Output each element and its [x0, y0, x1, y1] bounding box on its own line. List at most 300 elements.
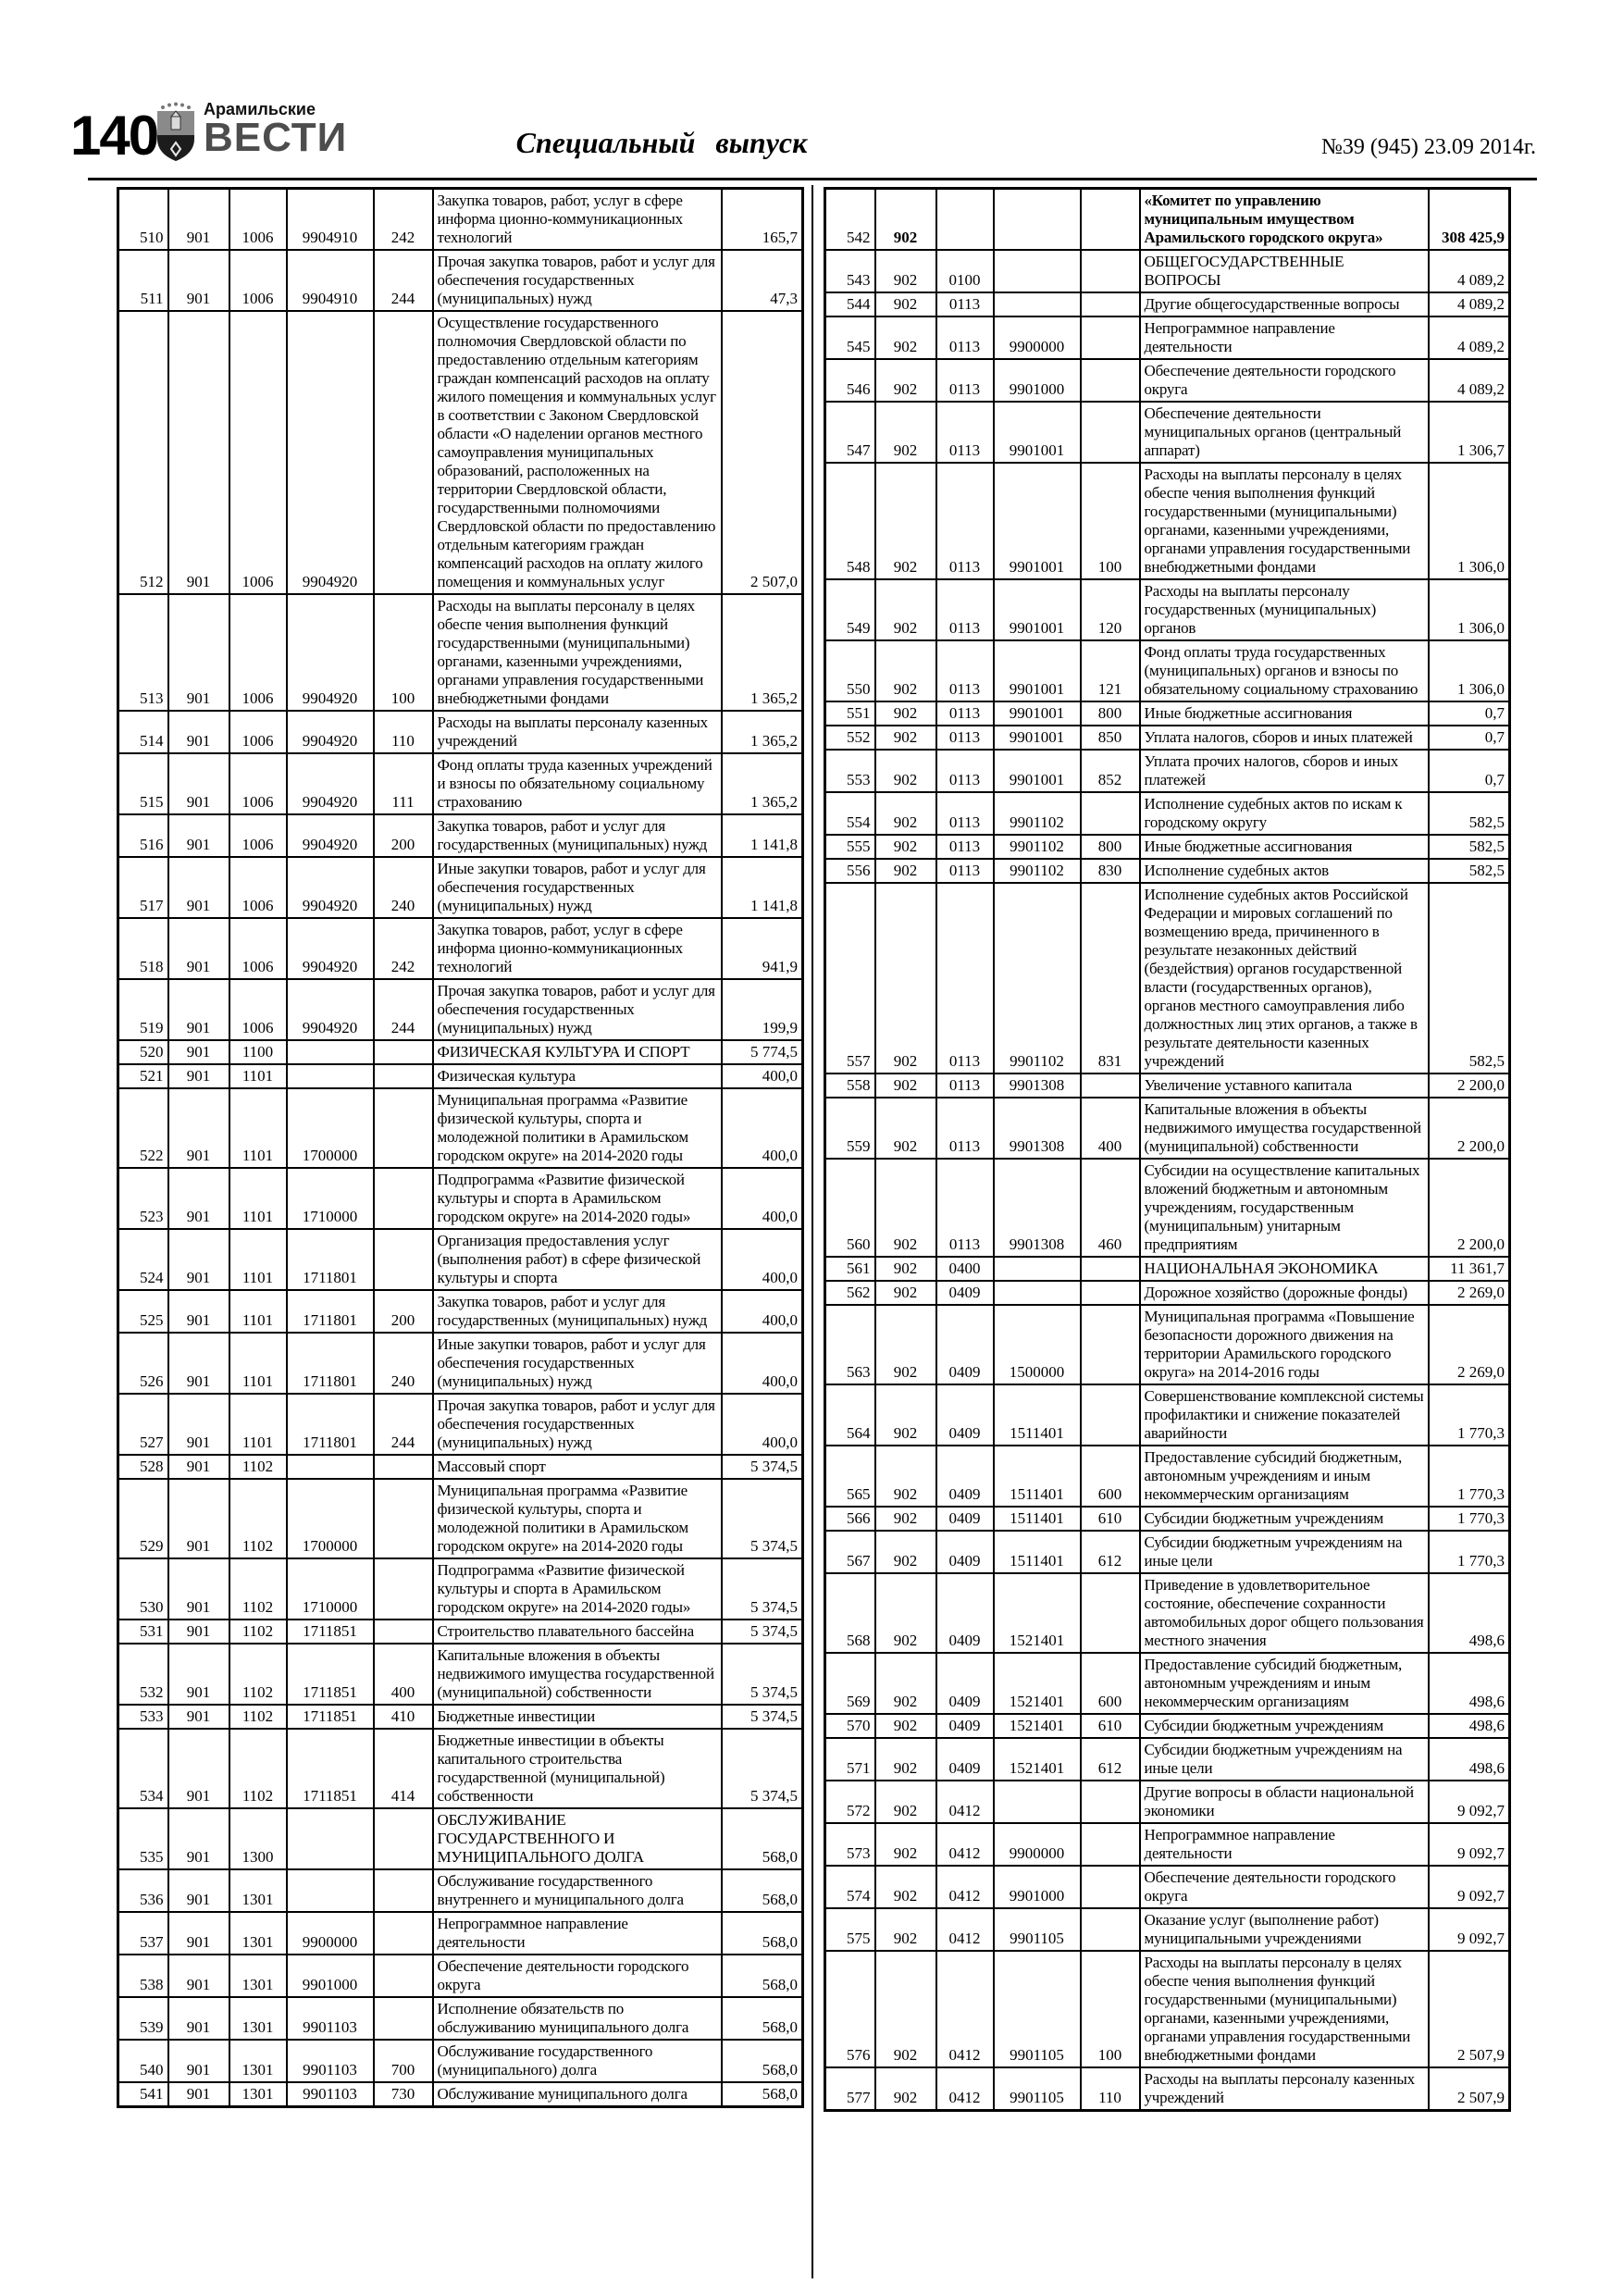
- table-row: [825, 1446, 1510, 1507]
- section-code-cell: 1301: [229, 1869, 287, 1912]
- target-article-cell: 9904920: [287, 753, 374, 814]
- row-number-cell: 511: [118, 250, 168, 311]
- target-article-cell: 9901103: [287, 2040, 374, 2082]
- description-cell: ФИЗИЧЕСКАЯ КУЛЬТУРА И СПОРТ: [433, 1040, 722, 1064]
- row-number-cell: 531: [118, 1620, 168, 1644]
- section-code-cell: 1300: [229, 1808, 287, 1869]
- issue-number-date: №39 (945) 23.09 2014г.: [1320, 135, 1536, 159]
- section-code-cell: 0412: [936, 1823, 994, 1866]
- target-article-cell: [287, 1040, 374, 1064]
- description-cell: Исполнение обязательств по обслуживанию муниципального долга: [433, 1997, 722, 2040]
- amount-cell: 0,7: [1429, 701, 1510, 726]
- column-divider: [812, 185, 813, 2278]
- amount-cell: 5 374,5: [722, 1558, 803, 1620]
- amount-cell: 568,0: [722, 2082, 803, 2107]
- description-cell: Подпрограмма «Развитие физической культуры и спорта в Арамильском городском округе» на 2014-2020 годы»: [433, 1558, 722, 1620]
- amount-cell: 582,5: [1429, 859, 1510, 883]
- grbs-code-cell: 901: [168, 1290, 229, 1333]
- description-cell: Капитальные вложения в объекты недвижимого имущества государственной (муниципальной) собственности: [1140, 1098, 1429, 1159]
- grbs-code-cell: 902: [875, 1866, 936, 1908]
- target-article-cell: 9904920: [287, 594, 374, 711]
- description-cell: Субсидии бюджетным учреждениям на иные цели: [1140, 1738, 1429, 1781]
- expense-type-cell: 111: [374, 753, 433, 814]
- target-article-cell: 9901000: [994, 1866, 1081, 1908]
- table-row: [118, 1229, 803, 1290]
- amount-cell: 4 089,2: [1429, 292, 1510, 316]
- table-row: [118, 1168, 803, 1229]
- description-cell: Бюджетные инвестиции: [433, 1705, 722, 1729]
- row-number-cell: 572: [825, 1781, 875, 1823]
- table-row: [825, 835, 1510, 859]
- grbs-code-cell: 902: [875, 1573, 936, 1653]
- description-cell: Оказание услуг (выполнение работ) муниципальными учреждениями: [1140, 1908, 1429, 1951]
- target-article-cell: 9901105: [994, 1908, 1081, 1951]
- description-cell: Организация предоставления услуг (выполнения работ) в сфере физической культуры и спорта: [433, 1229, 722, 1290]
- row-number-cell: 554: [825, 792, 875, 835]
- section-code-cell: 0409: [936, 1384, 994, 1446]
- row-number-cell: 514: [118, 711, 168, 753]
- target-article-cell: 9900000: [994, 1823, 1081, 1866]
- description-cell: Предоставление субсидий бюджетным, автономным учреждениям и иным некоммерческим организациям: [1140, 1446, 1429, 1507]
- table-row: [118, 1705, 803, 1729]
- expense-type-cell: [1081, 292, 1140, 316]
- target-article-cell: 9904920: [287, 311, 374, 594]
- section-code-cell: 0113: [936, 640, 994, 701]
- target-article-cell: 1500000: [994, 1305, 1081, 1384]
- amount-cell: 199,9: [722, 979, 803, 1040]
- target-article-cell: 1711851: [287, 1644, 374, 1705]
- target-article-cell: 9904920: [287, 979, 374, 1040]
- target-article-cell: 9901001: [994, 640, 1081, 701]
- amount-cell: 2 507,9: [1429, 1951, 1510, 2067]
- grbs-code-cell: 901: [168, 2040, 229, 2082]
- grbs-code-cell: 902: [875, 359, 936, 402]
- row-number-cell: 576: [825, 1951, 875, 2067]
- section-code-cell: 0113: [936, 859, 994, 883]
- grbs-code-cell: 901: [168, 1333, 229, 1394]
- row-number-cell: 513: [118, 594, 168, 711]
- table-row: [825, 1738, 1510, 1781]
- description-cell: Исполнение судебных актов: [1140, 859, 1429, 883]
- target-article-cell: 1710000: [287, 1558, 374, 1620]
- coat-of-arms-icon: [155, 102, 196, 168]
- target-article-cell: 9900000: [994, 316, 1081, 359]
- amount-cell: 400,0: [722, 1229, 803, 1290]
- expense-type-cell: [374, 1229, 433, 1290]
- description-cell: Непрограммное направление деятельности: [1140, 1823, 1429, 1866]
- amount-cell: 2 200,0: [1429, 1074, 1510, 1098]
- row-number-cell: 563: [825, 1305, 875, 1384]
- grbs-code-cell: 901: [168, 1479, 229, 1558]
- table-row: [825, 1714, 1510, 1738]
- section-code-cell: 0113: [936, 463, 994, 579]
- grbs-code-cell: 902: [875, 701, 936, 726]
- expense-type-cell: 612: [1081, 1738, 1140, 1781]
- target-article-cell: 9901001: [994, 579, 1081, 640]
- expense-type-cell: 600: [1081, 1653, 1140, 1714]
- target-article-cell: 1700000: [287, 1088, 374, 1168]
- expense-type-cell: [374, 1455, 433, 1479]
- table-row: [825, 1653, 1510, 1714]
- grbs-code-cell: 902: [875, 1446, 936, 1507]
- description-cell: Строительство плавательного бассейна: [433, 1620, 722, 1644]
- grbs-code-cell: 902: [875, 792, 936, 835]
- description-cell: Иные бюджетные ассигнования: [1140, 701, 1429, 726]
- expense-type-cell: 121: [1081, 640, 1140, 701]
- expense-type-cell: 400: [374, 1644, 433, 1705]
- table-row: [118, 711, 803, 753]
- expense-type-cell: 730: [374, 2082, 433, 2107]
- target-article-cell: [994, 189, 1081, 251]
- target-article-cell: 9900000: [287, 1912, 374, 1955]
- table-row: [825, 792, 1510, 835]
- amount-cell: 5 374,5: [722, 1620, 803, 1644]
- section-code-cell: 1006: [229, 979, 287, 1040]
- section-code-cell: 1006: [229, 918, 287, 979]
- grbs-code-cell: 901: [168, 1997, 229, 2040]
- table-row: [118, 1290, 803, 1333]
- description-cell: Прочая закупка товаров, работ и услуг для обеспечения государственных (муниципальных) нужд: [433, 250, 722, 311]
- amount-cell: 0,7: [1429, 726, 1510, 750]
- description-cell: Обеспечение деятельности городского округа: [433, 1955, 722, 1997]
- section-code-cell: 1301: [229, 2040, 287, 2082]
- logo-city-name: Арамильские: [204, 100, 316, 118]
- section-code-cell: 0409: [936, 1305, 994, 1384]
- expense-type-cell: [1081, 792, 1140, 835]
- table-row: [825, 859, 1510, 883]
- target-article-cell: 1511401: [994, 1507, 1081, 1531]
- target-article-cell: 9901308: [994, 1098, 1081, 1159]
- grbs-code-cell: 901: [168, 918, 229, 979]
- row-number-cell: 532: [118, 1644, 168, 1705]
- row-number-cell: 547: [825, 402, 875, 463]
- description-cell: Расходы на выплаты персоналу государственных (муниципальных) органов: [1140, 579, 1429, 640]
- row-number-cell: 557: [825, 883, 875, 1074]
- expense-type-cell: [1081, 402, 1140, 463]
- expense-type-cell: 700: [374, 2040, 433, 2082]
- target-article-cell: 1521401: [994, 1714, 1081, 1738]
- table-row: [118, 1333, 803, 1394]
- table-row: [825, 359, 1510, 402]
- description-cell: Предоставление субсидий бюджетным, автономным учреждениям и иным некоммерческим организациям: [1140, 1653, 1429, 1714]
- amount-cell: 582,5: [1429, 835, 1510, 859]
- expense-type-cell: [374, 1869, 433, 1912]
- description-cell: Прочая закупка товаров, работ и услуг для обеспечения государственных (муниципальных) нужд: [433, 1394, 722, 1455]
- description-cell: Иные бюджетные ассигнования: [1140, 835, 1429, 859]
- target-article-cell: 9901001: [994, 726, 1081, 750]
- description-cell: Дорожное хозяйство (дорожные фонды): [1140, 1281, 1429, 1305]
- section-code-cell: 0412: [936, 1951, 994, 2067]
- expense-type-cell: 110: [1081, 2067, 1140, 2111]
- target-article-cell: [994, 250, 1081, 292]
- description-cell: Фонд оплаты труда государственных (муниципальных) органов и взносы по обязательному социальному страхованию: [1140, 640, 1429, 701]
- expense-type-cell: 400: [1081, 1098, 1140, 1159]
- table-row: [825, 726, 1510, 750]
- row-number-cell: 562: [825, 1281, 875, 1305]
- amount-cell: 2 200,0: [1429, 1098, 1510, 1159]
- section-code-cell: 1006: [229, 594, 287, 711]
- table-row: [118, 594, 803, 711]
- section-code-cell: 1102: [229, 1455, 287, 1479]
- target-article-cell: 9904920: [287, 918, 374, 979]
- amount-cell: 1 365,2: [722, 711, 803, 753]
- amount-cell: 1 141,8: [722, 857, 803, 918]
- table-row: [118, 2082, 803, 2107]
- grbs-code-cell: 902: [875, 2067, 936, 2111]
- amount-cell: 9 092,7: [1429, 1823, 1510, 1866]
- table-row: [118, 753, 803, 814]
- table-row: [825, 883, 1510, 1074]
- amount-cell: 498,6: [1429, 1738, 1510, 1781]
- grbs-code-cell: 901: [168, 814, 229, 857]
- grbs-code-cell: 901: [168, 2082, 229, 2107]
- logo-text: [204, 100, 348, 160]
- grbs-code-cell: 902: [875, 726, 936, 750]
- row-number-cell: 574: [825, 1866, 875, 1908]
- amount-cell: 568,0: [722, 1912, 803, 1955]
- grbs-code-cell: 902: [875, 1305, 936, 1384]
- table-row: [118, 1088, 803, 1168]
- amount-cell: 568,0: [722, 2040, 803, 2082]
- expense-type-cell: 850: [1081, 726, 1140, 750]
- expense-type-cell: [1081, 1573, 1140, 1653]
- description-cell: Муниципальная программа «Развитие физической культуры, спорта и молодежной политики в Арамильском городском округе» на 2014-2020 годы: [433, 1479, 722, 1558]
- grbs-code-cell: 901: [168, 1040, 229, 1064]
- grbs-code-cell: 902: [875, 883, 936, 1074]
- amount-cell: 568,0: [722, 1955, 803, 1997]
- expense-type-cell: 244: [374, 250, 433, 311]
- row-number-cell: 539: [118, 1997, 168, 2040]
- expense-type-cell: [374, 1040, 433, 1064]
- row-number-cell: 526: [118, 1333, 168, 1394]
- target-article-cell: 9901105: [994, 1951, 1081, 2067]
- expense-type-cell: 852: [1081, 750, 1140, 792]
- amount-cell: 1 306,0: [1429, 463, 1510, 579]
- section-code-cell: 1102: [229, 1558, 287, 1620]
- grbs-code-cell: 902: [875, 1738, 936, 1781]
- description-cell: Непрограммное направление деятельности: [1140, 316, 1429, 359]
- expense-type-cell: [1081, 359, 1140, 402]
- section-code-cell: 1102: [229, 1705, 287, 1729]
- grbs-code-cell: 901: [168, 1729, 229, 1808]
- row-number-cell: 556: [825, 859, 875, 883]
- description-cell: Другие общегосударственные вопросы: [1140, 292, 1429, 316]
- table-row: [118, 1479, 803, 1558]
- grbs-code-cell: 901: [168, 1455, 229, 1479]
- section-code-cell: 0100: [936, 250, 994, 292]
- expense-type-cell: [1081, 250, 1140, 292]
- target-article-cell: 9901001: [994, 402, 1081, 463]
- expense-type-cell: [374, 1620, 433, 1644]
- description-cell: Массовый спорт: [433, 1455, 722, 1479]
- expense-type-cell: [1081, 1823, 1140, 1866]
- section-code-cell: 0113: [936, 883, 994, 1074]
- table-row: [118, 1644, 803, 1705]
- section-code-cell: 0113: [936, 359, 994, 402]
- budget-table-right: [824, 187, 1511, 2112]
- section-code-cell: 0113: [936, 1074, 994, 1098]
- table-row: [825, 1908, 1510, 1951]
- table-row: [825, 1305, 1510, 1384]
- target-article-cell: [994, 1281, 1081, 1305]
- table-row: [118, 311, 803, 594]
- target-article-cell: 1521401: [994, 1573, 1081, 1653]
- section-code-cell: 0409: [936, 1446, 994, 1507]
- description-cell: Бюджетные инвестиции в объекты капитального строительства государственной (муниципальной) собственности: [433, 1729, 722, 1808]
- table-row: [825, 1159, 1510, 1257]
- target-article-cell: 1511401: [994, 1531, 1081, 1573]
- row-number-cell: 573: [825, 1823, 875, 1866]
- expense-type-cell: [374, 1088, 433, 1168]
- target-article-cell: [994, 1781, 1081, 1823]
- amount-cell: 400,0: [722, 1088, 803, 1168]
- amount-cell: 5 374,5: [722, 1705, 803, 1729]
- grbs-code-cell: 902: [875, 750, 936, 792]
- row-number-cell: 561: [825, 1257, 875, 1281]
- section-code-cell: 1301: [229, 2082, 287, 2107]
- page-number: 140: [70, 105, 158, 167]
- grbs-code-cell: 901: [168, 857, 229, 918]
- expense-type-cell: 610: [1081, 1714, 1140, 1738]
- table-row: [118, 814, 803, 857]
- expense-type-cell: [1081, 1908, 1140, 1951]
- amount-cell: 308 425,9: [1429, 189, 1510, 251]
- amount-cell: 498,6: [1429, 1573, 1510, 1653]
- row-number-cell: 530: [118, 1558, 168, 1620]
- target-article-cell: [287, 1455, 374, 1479]
- amount-cell: 4 089,2: [1429, 316, 1510, 359]
- section-code-cell: 0412: [936, 1866, 994, 1908]
- description-cell: Закупка товаров, работ, услуг в сфере информа ционно-коммуникационных технологий: [433, 918, 722, 979]
- description-cell: ОБСЛУЖИВАНИЕ ГОСУДАРСТВЕННОГО И МУНИЦИПАЛЬНОГО ДОЛГА: [433, 1808, 722, 1869]
- grbs-code-cell: 902: [875, 640, 936, 701]
- table-row: [825, 1507, 1510, 1531]
- grbs-code-cell: 902: [875, 1257, 936, 1281]
- newspaper-logo: [155, 100, 359, 178]
- grbs-code-cell: 902: [875, 1384, 936, 1446]
- section-code-cell: 1101: [229, 1290, 287, 1333]
- target-article-cell: 9901102: [994, 859, 1081, 883]
- amount-cell: 582,5: [1429, 792, 1510, 835]
- target-article-cell: 9904910: [287, 189, 374, 251]
- grbs-code-cell: 902: [875, 189, 936, 251]
- section-code-cell: 0409: [936, 1531, 994, 1573]
- grbs-code-cell: 902: [875, 1159, 936, 1257]
- target-article-cell: 1711851: [287, 1729, 374, 1808]
- target-article-cell: 1711801: [287, 1290, 374, 1333]
- section-code-cell: 0409: [936, 1738, 994, 1781]
- row-number-cell: 522: [118, 1088, 168, 1168]
- amount-cell: 47,3: [722, 250, 803, 311]
- row-number-cell: 551: [825, 701, 875, 726]
- row-number-cell: 558: [825, 1074, 875, 1098]
- target-article-cell: [994, 1257, 1081, 1281]
- header-rule: [88, 178, 1537, 180]
- target-article-cell: 9904910: [287, 250, 374, 311]
- target-article-cell: 1711851: [287, 1705, 374, 1729]
- target-article-cell: 1511401: [994, 1384, 1081, 1446]
- table-row: [825, 1384, 1510, 1446]
- table-row: [825, 2067, 1510, 2111]
- description-cell: Субсидии бюджетным учреждениям на иные цели: [1140, 1531, 1429, 1573]
- amount-cell: 9 092,7: [1429, 1866, 1510, 1908]
- section-code-cell: 1101: [229, 1333, 287, 1394]
- amount-cell: 1 365,2: [722, 594, 803, 711]
- grbs-code-cell: 901: [168, 1394, 229, 1455]
- table-row: [118, 1620, 803, 1644]
- table-row: [825, 1951, 1510, 2067]
- grbs-code-cell: 901: [168, 1620, 229, 1644]
- description-cell: Иные закупки товаров, работ и услуг для обеспечения государственных (муниципальных) нужд: [433, 1333, 722, 1394]
- section-code-cell: 1006: [229, 711, 287, 753]
- description-cell: Физическая культура: [433, 1064, 722, 1088]
- grbs-code-cell: 902: [875, 1908, 936, 1951]
- amount-cell: 400,0: [722, 1394, 803, 1455]
- section-code-cell: 0113: [936, 792, 994, 835]
- section-code-cell: 1102: [229, 1620, 287, 1644]
- expense-type-cell: [1081, 1074, 1140, 1098]
- row-number-cell: 515: [118, 753, 168, 814]
- grbs-code-cell: 902: [875, 1507, 936, 1531]
- target-article-cell: 1711851: [287, 1620, 374, 1644]
- grbs-code-cell: 901: [168, 1229, 229, 1290]
- row-number-cell: 553: [825, 750, 875, 792]
- amount-cell: 498,6: [1429, 1653, 1510, 1714]
- table-row: [825, 402, 1510, 463]
- grbs-code-cell: 902: [875, 463, 936, 579]
- target-article-cell: 9901308: [994, 1074, 1081, 1098]
- section-code-cell: 1102: [229, 1729, 287, 1808]
- section-code-cell: 0113: [936, 835, 994, 859]
- description-cell: Субсидии бюджетным учреждениям: [1140, 1714, 1429, 1738]
- grbs-code-cell: 902: [875, 1098, 936, 1159]
- row-number-cell: 534: [118, 1729, 168, 1808]
- description-cell: Расходы на выплаты персоналу в целях обеспе чения выполнения функций государственными (муниципальными) органами, казенными учреждениями, органами управления государственными внебюджетными фондами: [1140, 463, 1429, 579]
- grbs-code-cell: 902: [875, 1653, 936, 1714]
- description-cell: Уплата прочих налогов, сборов и иных платежей: [1140, 750, 1429, 792]
- table-row: [118, 1729, 803, 1808]
- expense-type-cell: 800: [1081, 835, 1140, 859]
- target-article-cell: 9901000: [287, 1955, 374, 1997]
- grbs-code-cell: 901: [168, 979, 229, 1040]
- target-article-cell: 1511401: [994, 1446, 1081, 1507]
- section-code-cell: 1100: [229, 1040, 287, 1064]
- grbs-code-cell: 902: [875, 1951, 936, 2067]
- expense-type-cell: 100: [374, 594, 433, 711]
- description-cell: Непрограммное направление деятельности: [433, 1912, 722, 1955]
- table-row: [118, 1455, 803, 1479]
- row-number-cell: 536: [118, 1869, 168, 1912]
- row-number-cell: 541: [118, 2082, 168, 2107]
- row-number-cell: 525: [118, 1290, 168, 1333]
- expense-type-cell: [1081, 316, 1140, 359]
- grbs-code-cell: 901: [168, 594, 229, 711]
- expense-type-cell: [374, 1955, 433, 1997]
- section-code-cell: 0409: [936, 1281, 994, 1305]
- section-code-cell: 1301: [229, 1912, 287, 1955]
- expense-type-cell: [1081, 1257, 1140, 1281]
- table-row: [118, 1912, 803, 1955]
- target-article-cell: 9904920: [287, 814, 374, 857]
- logo-newspaper-name: ВЕСТИ: [204, 115, 348, 160]
- grbs-code-cell: 901: [168, 189, 229, 251]
- description-cell: Муниципальная программа «Развитие физической культуры, спорта и молодежной политики в Арамильском городском округе» на 2014-2020 годы: [433, 1088, 722, 1168]
- section-code-cell: 0409: [936, 1653, 994, 1714]
- row-number-cell: 560: [825, 1159, 875, 1257]
- description-cell: Субсидии на осуществление капитальных вложений бюджетным и автономным учреждениям, государственным (муниципальным) унитарным предприятиям: [1140, 1159, 1429, 1257]
- grbs-code-cell: 902: [875, 1714, 936, 1738]
- description-cell: Расходы на выплаты персоналу в целях обеспе чения выполнения функций государственными (муниципальными) органами, казенными учреждениями, органами управления государственными внебюджетными фондами: [1140, 1951, 1429, 2067]
